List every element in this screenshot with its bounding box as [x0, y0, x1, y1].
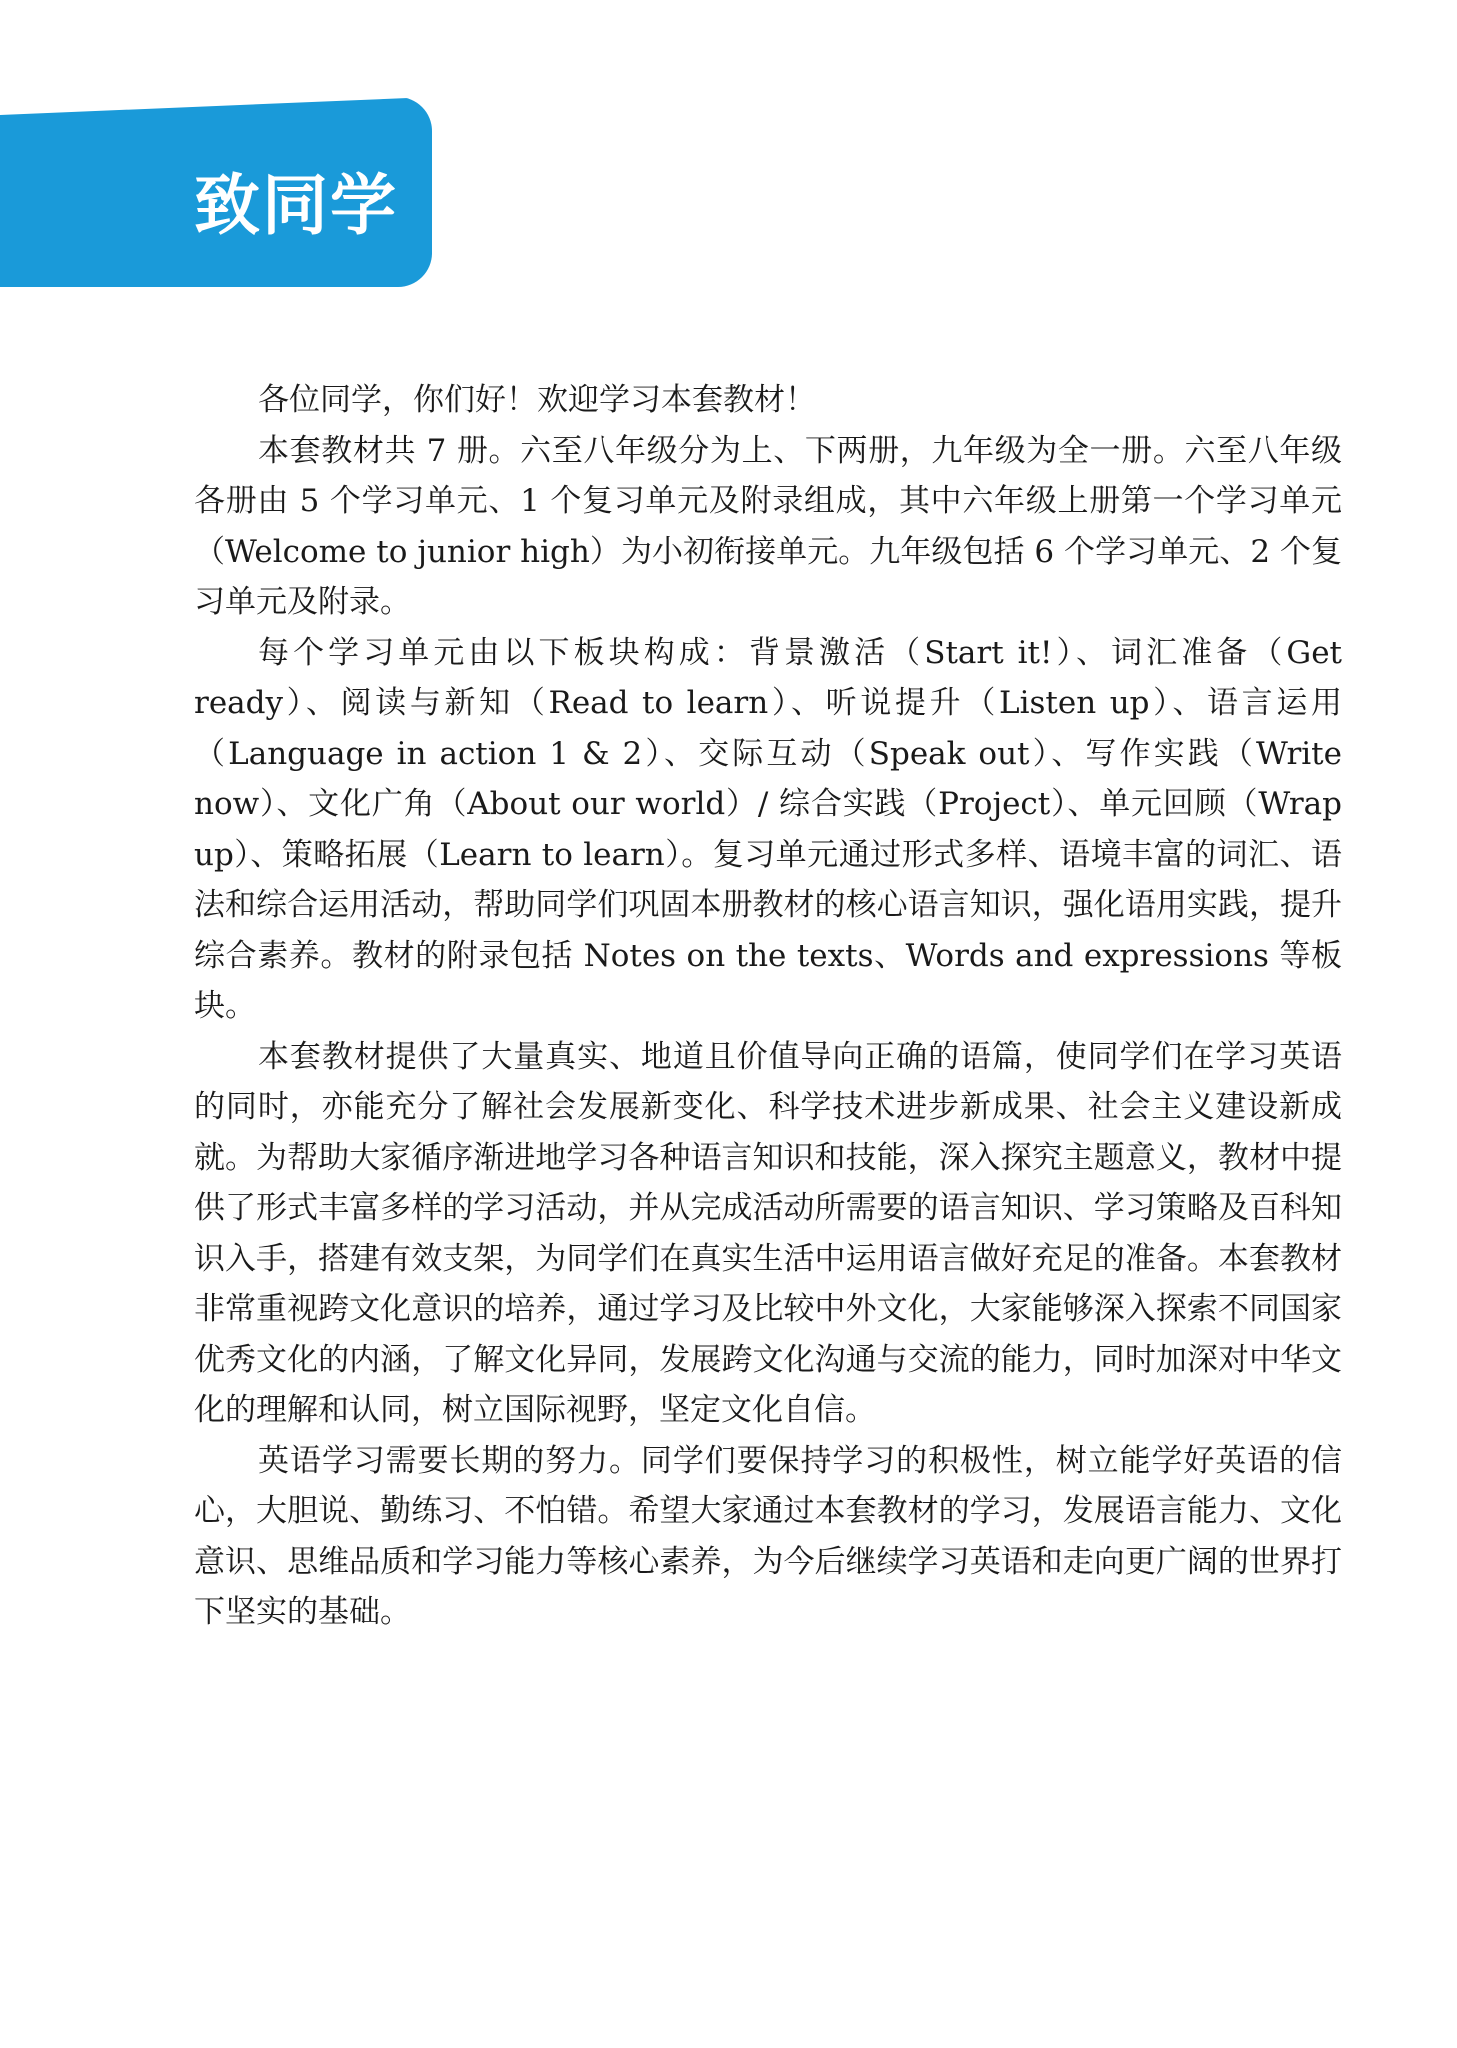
paragraph-unit-sections: 每个学习单元由以下板块构成：背景激活（Start it!）、词汇准备（Get ready）、阅读与新知（Read to learn）、听说提升（Listen up）、语言运用（Language in action 1 & 2）、交际互动（Speak out）、写作实践（Write now）、文化广角（About our world）/ 综合实践（Project）、单元回顾（Wrap up）、策略拓展（Learn to learn）。复习单元通过形式多样、语境丰富的词汇、语法和综合运用活动，帮助同学们巩固本册教材的核心语言知识，强化语用实践，提升综合素养。教材的附录包括 Notes on the texts、Words and expressions 等板块。: [194, 634, 1342, 1024]
letter-body: [194, 375, 1342, 1638]
paragraph-structure: 本套教材共 7 册。六至八年级分为上、下两册，九年级为全一册。六至八年级各册由 5 个学习单元、1 个复习单元及附录组成，其中六年级上册第一个学习单元（Welcome to junior high）为小初衔接单元。九年级包括 6 个学习单元、2 个复习单元及附录。: [194, 432, 1342, 620]
paragraph-closing: 英语学习需要长期的努力。同学们要保持学习的积极性，树立能学好英语的信心，大胆说、勤练习、不怕错。希望大家通过本套教材的学习，发展语言能力、文化意识、思维品质和学习能力等核心素养，为今后继续学习英语和走向更广阔的世界打下坚实的基础。: [194, 1442, 1342, 1630]
paragraph-greeting: 各位同学，你们好！欢迎学习本套教材！: [258, 382, 816, 418]
paragraph-content: 本套教材提供了大量真实、地道且价值导向正确的语篇，使同学们在学习英语的同时，亦能充分了解社会发展新变化、科学技术进步新成果、社会主义建设新成就。为帮助大家循序渐进地学习各种语言知识和技能，深入探究主题意义，教材中提供了形式丰富多样的学习活动，并从完成活动所需要的语言知识、学习策略及百科知识入手，搭建有效支架，为同学们在真实生活中运用语言做好充足的准备。本套教材非常重视跨文化意识的培养，通过学习及比较中外文化，大家能够深入探索不同国家优秀文化的内涵，了解文化异同，发展跨文化沟通与交流的能力，同时加深对中华文化的理解和认同，树立国际视野，坚定文化自信。: [194, 1038, 1342, 1428]
page-title: 致同学: [194, 167, 398, 244]
